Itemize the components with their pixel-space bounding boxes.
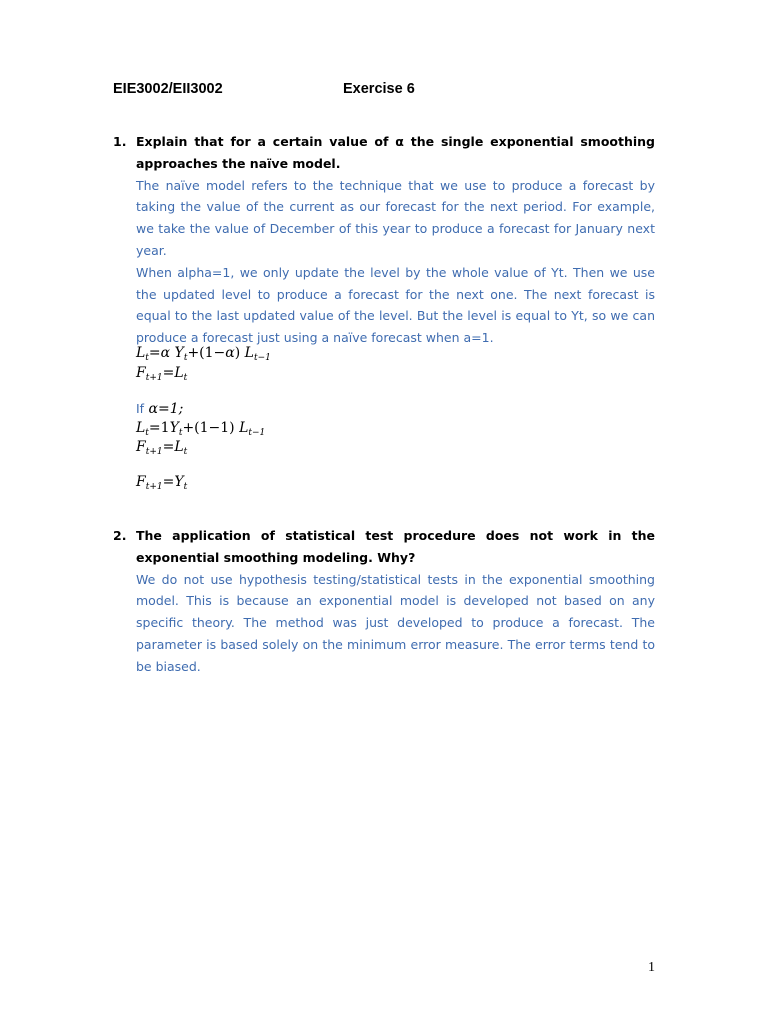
equation-naive-forecast: $F_{t+1}=Y_t$ (136, 474, 188, 492)
course-code: EIE3002/EII3002 (113, 81, 223, 97)
question-title: Explain that for a certain value of α the single exponential smoothing approaches the naïve model. (136, 134, 655, 171)
exercise-title: Exercise 6 (343, 81, 415, 97)
answer-text (136, 175, 655, 349)
equation-forecast: $F_{t+1}=L_t$ (136, 365, 188, 383)
answer-text (136, 569, 655, 678)
question-1 (113, 131, 655, 349)
alpha-condition: α=1; (148, 401, 184, 417)
page-number: 1 (648, 960, 655, 975)
question-title: The application of statistical test procedure does not work in the exponential smoothing modeling. Why? (136, 528, 655, 565)
question-number: 1. (113, 134, 127, 149)
question-2 (113, 525, 655, 678)
question-number: 2. (113, 528, 127, 543)
if-label: If (136, 401, 145, 416)
equation-forecast-level: $F_{t+1}=L_t$ (136, 439, 188, 457)
equation-level-update: $L_t=\alpha$ $Y_t+(1-\alpha)$ $L_{t-1}$ (136, 345, 271, 363)
answer-paragraph: When alpha=1, we only update the level by the whole value of Yt. Then we use the updated level to produce a forecast for the next one. The next forecast is equal to the last updated value of the level. But the level is equal to Yt, so we can produce a forecast just using a naïve forecast when a=1. (136, 264, 655, 346)
equation-condition (136, 399, 183, 419)
answer-paragraph: The naïve model refers to the technique that we use to produce a forecast by taking the value of the current as our forecast for the next period. For example, we take the value of December of this year to produce a forecast for January next year. (136, 177, 655, 258)
equation-level-substituted: $L_t=1Y_t+(1-1)$ $L_{t-1}$ (136, 420, 266, 438)
answer-paragraph: We do not use hypothesis testing/statistical tests in the exponential smoothing model. This is because an exponential model is developed not based on any specific theory. The method was just developed to produce a forecast. The parameter is based solely on the minimum error measure. The error terms tend to be biased. (136, 571, 655, 674)
